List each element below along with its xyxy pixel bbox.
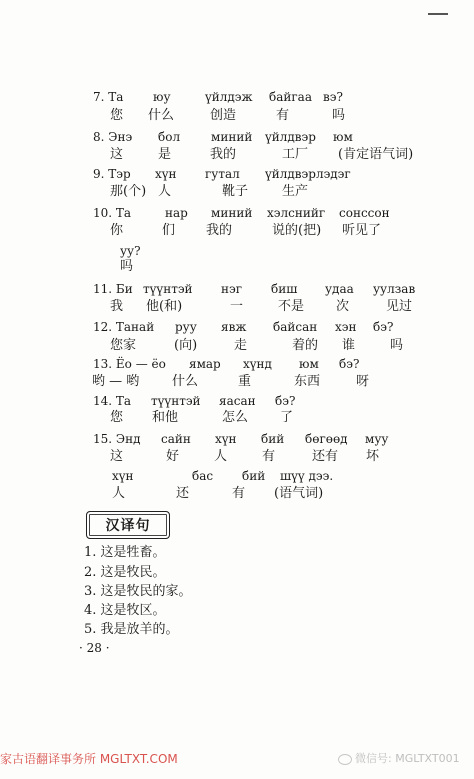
- word: 这: [110, 449, 124, 464]
- word: 创造: [210, 108, 237, 123]
- word: 坏: [366, 449, 380, 464]
- word: 您: [110, 108, 124, 123]
- word: 东西: [294, 374, 321, 389]
- exercise-item: 1. 这是牲畜。: [84, 545, 166, 560]
- word: 13. Ёо — ёо: [93, 357, 166, 371]
- word: юу: [153, 90, 171, 104]
- word: (肯定语气词): [338, 147, 414, 162]
- exercise-item: 3. 这是牧民的家。: [84, 584, 192, 599]
- word: 说的(把): [272, 223, 322, 238]
- word: 们: [162, 223, 176, 238]
- word: 我的: [210, 147, 237, 162]
- word: бий: [242, 469, 266, 483]
- word: хүн: [112, 469, 134, 483]
- word: 14. Та: [93, 394, 132, 408]
- word: 什么: [172, 374, 199, 389]
- word: юм: [299, 357, 319, 371]
- word: бэ?: [339, 357, 360, 371]
- exercise-item: 5. 我是放羊的。: [84, 622, 179, 637]
- word: бөгөөд: [305, 432, 348, 446]
- footer-wechat-id: 微信号: MGLTXT001: [355, 752, 460, 765]
- page-number: · 28 ·: [79, 641, 110, 655]
- word: удаа: [325, 282, 354, 296]
- word: 吗: [120, 259, 134, 274]
- word: 这: [110, 147, 124, 162]
- word: 我的: [206, 223, 233, 238]
- word: 听见了: [342, 223, 382, 238]
- word: бэ?: [373, 320, 394, 334]
- word: 有: [232, 486, 246, 501]
- word: 11. Би: [93, 282, 133, 296]
- word: (向): [174, 338, 198, 353]
- word: 生产: [282, 184, 309, 199]
- word: нэг: [221, 282, 243, 296]
- word: 吗: [332, 108, 346, 123]
- word: 还: [176, 486, 190, 501]
- word: 走: [234, 338, 248, 353]
- word: 15. Энд: [93, 432, 141, 446]
- word: бэ?: [275, 394, 296, 408]
- word: 那(个): [110, 184, 147, 199]
- word: уу?: [120, 244, 141, 258]
- word: 见过: [386, 299, 413, 314]
- word: миний: [211, 206, 253, 220]
- word: 吗: [390, 338, 404, 353]
- word: 着的: [292, 338, 319, 353]
- word: 重: [238, 374, 252, 389]
- word: 和他: [152, 410, 179, 425]
- word: үйлдвэр: [265, 130, 316, 144]
- word: бас: [192, 469, 214, 483]
- word: 有: [262, 449, 276, 464]
- word: 7. Та: [93, 90, 124, 104]
- word: 哟 — 哟: [92, 374, 140, 389]
- word: 您家: [110, 338, 137, 353]
- word: (语气词): [274, 486, 324, 501]
- word: шүү дээ.: [280, 469, 334, 483]
- word: сайн: [161, 432, 191, 446]
- word: 一: [230, 299, 244, 314]
- footer-watermark-right: [338, 750, 460, 766]
- word: 谁: [342, 338, 356, 353]
- word: 他(和): [146, 299, 183, 314]
- word: түүнтэй: [151, 394, 201, 408]
- word: 人: [112, 486, 126, 501]
- word: хүнд: [243, 357, 272, 371]
- word: руу: [175, 320, 197, 334]
- word: 了: [280, 410, 294, 425]
- word: хэн: [335, 320, 357, 334]
- word: нар: [165, 206, 188, 220]
- word: 不是: [278, 299, 305, 314]
- word: биш: [271, 282, 298, 296]
- word: 工厂: [282, 147, 309, 162]
- word: бий: [261, 432, 285, 446]
- word: 怎么: [222, 410, 249, 425]
- word: яасан: [219, 394, 256, 408]
- word: 你: [110, 223, 124, 238]
- wechat-icon: [338, 754, 352, 765]
- word: үйлдэж: [205, 90, 253, 104]
- word: сонссон: [339, 206, 390, 220]
- word: бол: [158, 130, 181, 144]
- word: ямар: [189, 357, 221, 371]
- word: 还有: [312, 449, 339, 464]
- corner-mark: [428, 13, 448, 15]
- word: 人: [214, 449, 228, 464]
- word: 8. Энэ: [93, 130, 133, 144]
- word: хэлснийг: [267, 206, 326, 220]
- exercise-item: 4. 这是牧区。: [84, 603, 166, 618]
- word: үйлдвэрлэдэг: [265, 167, 351, 181]
- word: түүнтэй: [143, 282, 193, 296]
- word: 什么: [148, 108, 175, 123]
- word: 呀: [356, 374, 370, 389]
- word: явж: [221, 320, 247, 334]
- word: хүн: [155, 167, 177, 181]
- word: 靴子: [222, 184, 249, 199]
- word: 好: [166, 449, 180, 464]
- word: 10. Та: [93, 206, 132, 220]
- footer-watermark-left: 家古语翻译事务所 MGLTXT.COM: [0, 752, 178, 766]
- word: 人: [158, 184, 172, 199]
- word: 12. Танай: [93, 320, 155, 334]
- exercise-item: 2. 这是牧民。: [84, 565, 166, 580]
- word: юм: [333, 130, 353, 144]
- word: вэ?: [323, 90, 343, 104]
- word: 您: [110, 410, 124, 425]
- word: байгаа: [269, 90, 312, 104]
- word: 我: [110, 299, 124, 314]
- word: муу: [365, 432, 389, 446]
- word: гутал: [205, 167, 240, 181]
- section-title: 汉译句: [86, 511, 170, 539]
- word: миний: [211, 130, 253, 144]
- word: 次: [336, 299, 350, 314]
- word: уулзав: [373, 282, 416, 296]
- word: хүн: [215, 432, 237, 446]
- word: байсан: [273, 320, 318, 334]
- word: 是: [158, 147, 172, 162]
- word: 9. Тэр: [93, 167, 131, 181]
- word: 有: [276, 108, 290, 123]
